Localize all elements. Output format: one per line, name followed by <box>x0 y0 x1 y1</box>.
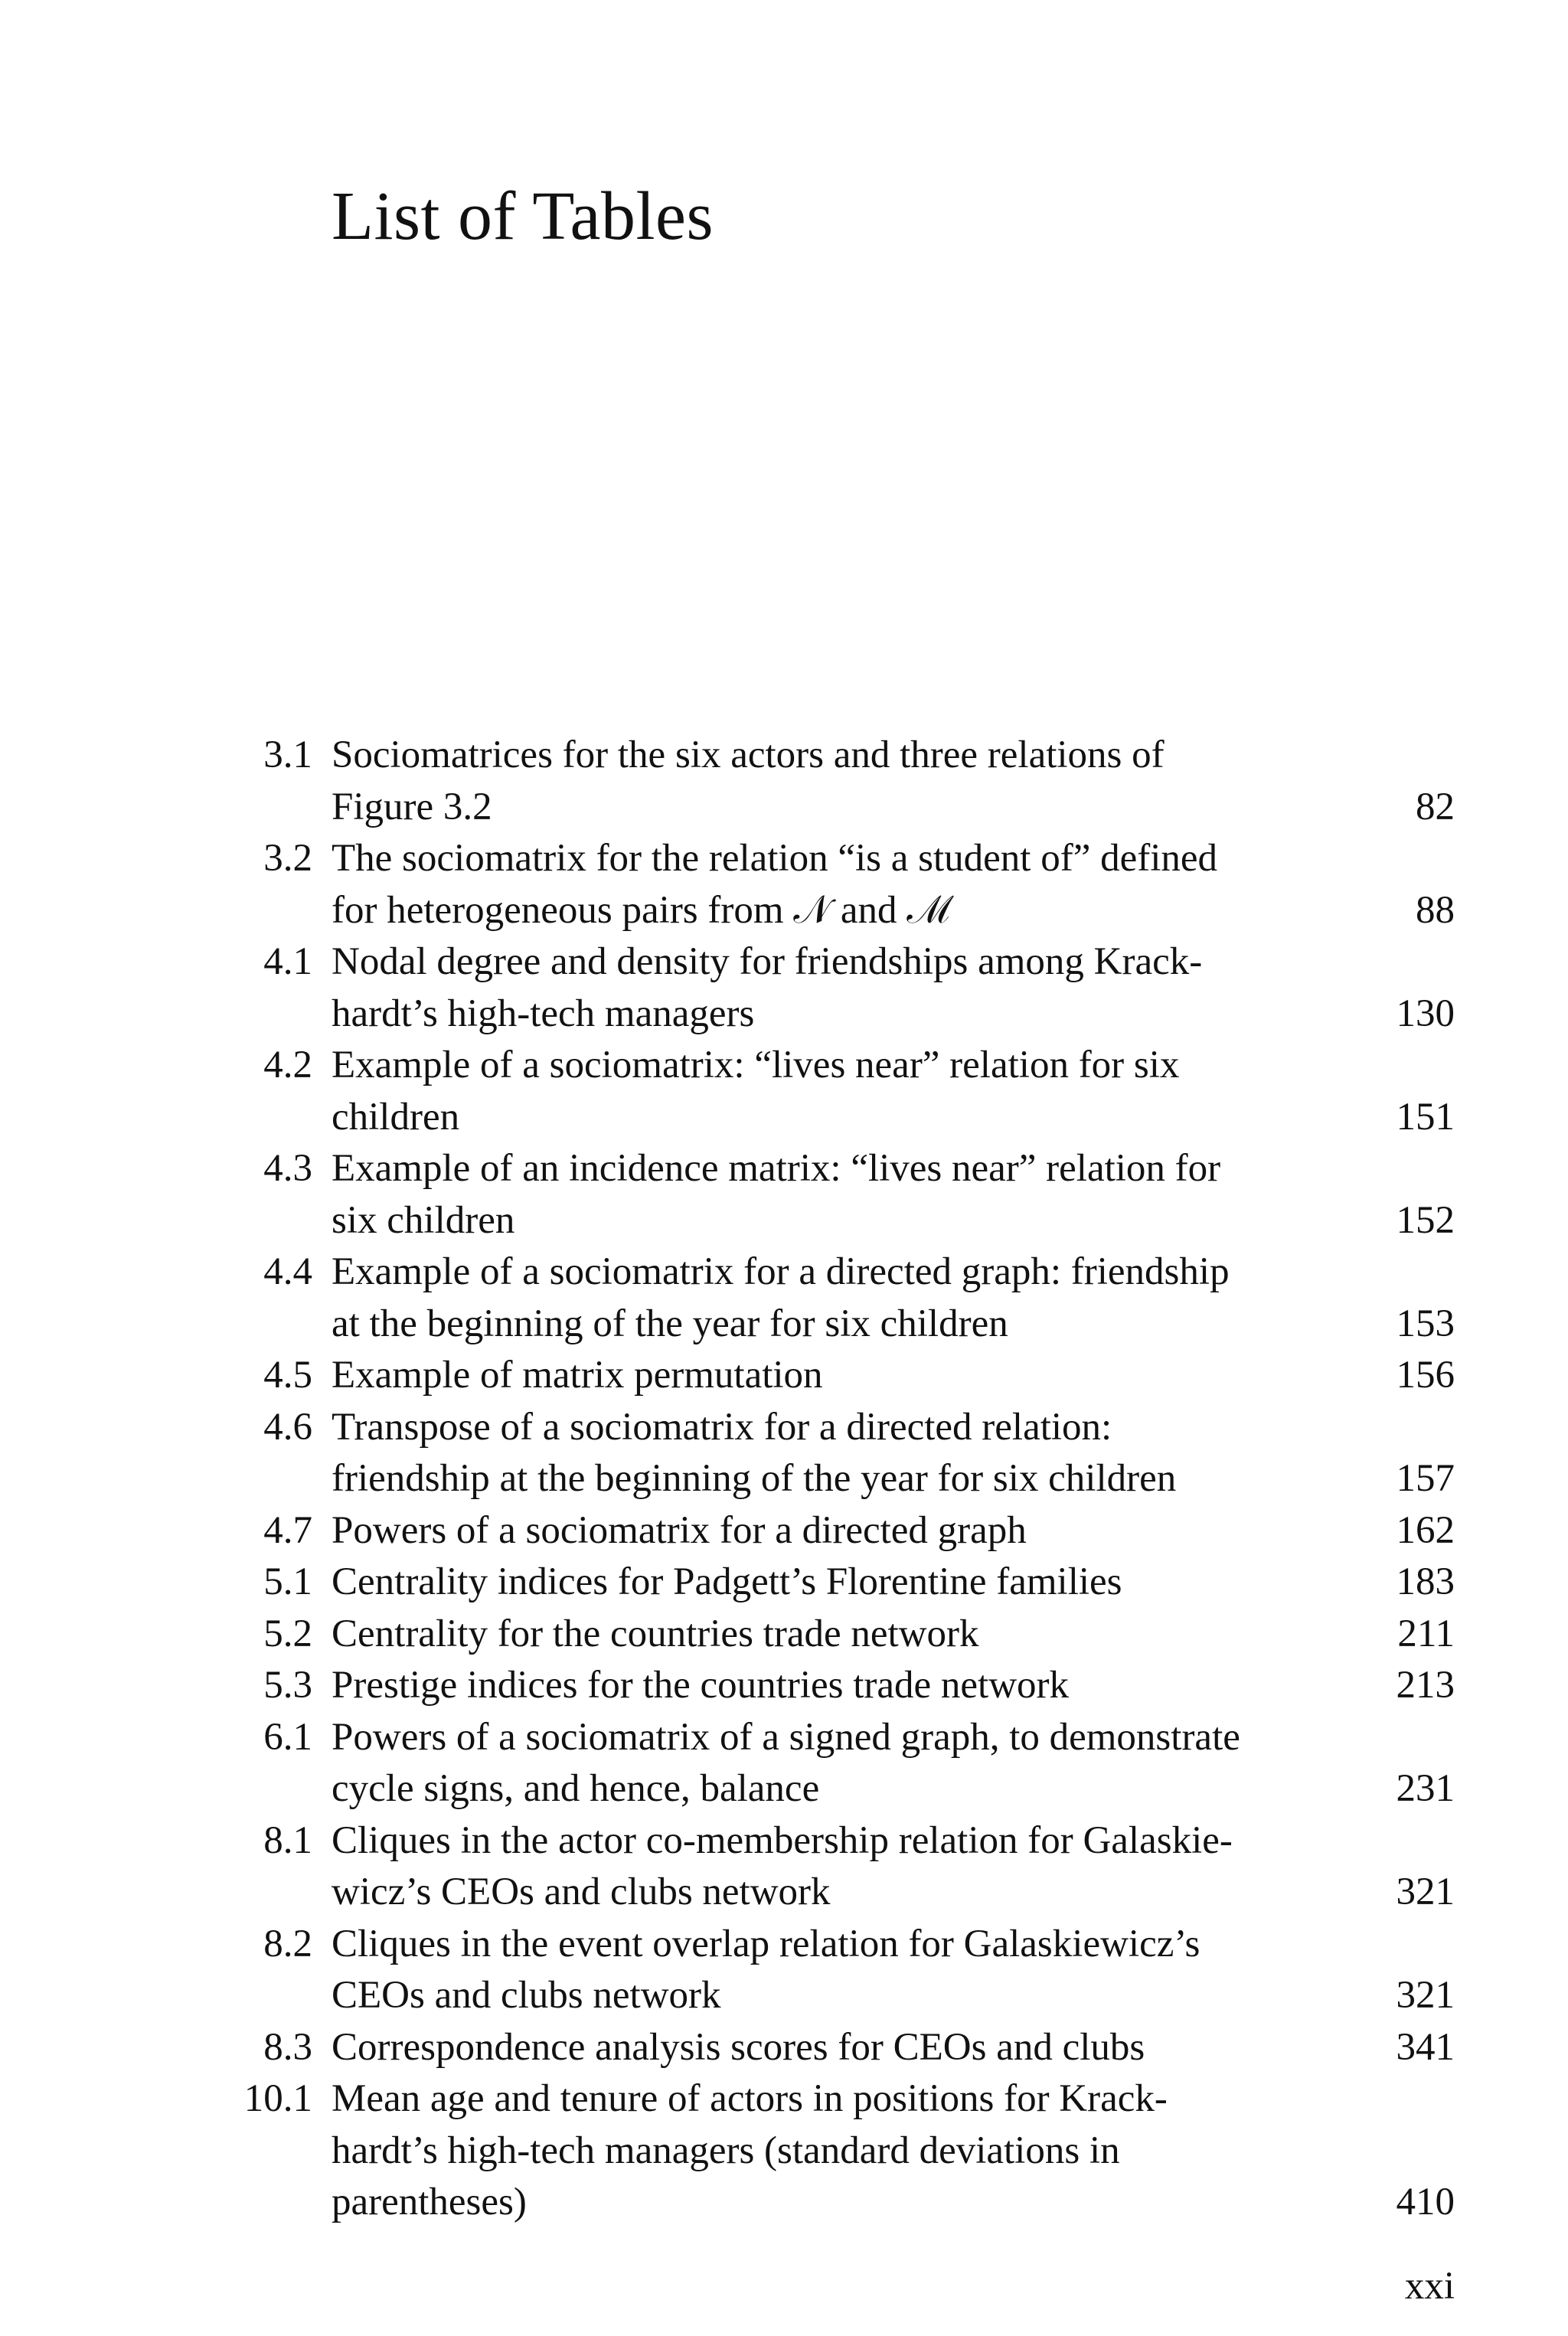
title-line: Correspondence analysis scores for CEOs and clubs <box>332 2025 1145 2069</box>
table-title <box>332 1557 1312 1609</box>
table-number: 10.1 <box>243 2077 312 2120</box>
list-item <box>222 1505 1455 1557</box>
table-number: 4.3 <box>263 1147 312 1190</box>
list-item <box>222 936 1455 1040</box>
title-line: Centrality indices for Padgett’s Florentine families <box>332 1560 1122 1603</box>
table-number: 5.2 <box>263 1612 312 1655</box>
page-reference: 130 <box>1396 992 1455 1035</box>
table-title <box>332 1143 1312 1246</box>
title-line: cycle signs, and hence, balance <box>332 1767 820 1810</box>
list-item <box>222 1557 1455 1609</box>
page-reference: 341 <box>1396 2025 1455 2069</box>
table-title <box>332 1660 1312 1712</box>
table-number: 4.4 <box>263 1250 312 1293</box>
title-line: Example of a sociomatrix: “lives near” relation for six <box>332 1044 1180 1086</box>
table-number: 4.5 <box>263 1354 312 1397</box>
title-line: friendship at the beginning of the year for six children <box>332 1457 1177 1500</box>
page-reference: 151 <box>1396 1095 1455 1139</box>
list-item <box>222 1609 1455 1661</box>
table-number: 6.1 <box>263 1715 312 1759</box>
table-number: 8.1 <box>263 1818 312 1862</box>
table-title <box>332 1815 1312 1919</box>
page-reference: 152 <box>1396 1198 1455 1242</box>
table-number: 4.7 <box>263 1508 312 1552</box>
page-reference: 183 <box>1396 1560 1455 1603</box>
list-item <box>222 1660 1455 1712</box>
list-item <box>222 2022 1455 2074</box>
title-line: at the beginning of the year for six children <box>332 1302 1008 1345</box>
page-reference: 82 <box>1416 785 1455 828</box>
page-reference: 153 <box>1396 1302 1455 1345</box>
table-title <box>332 1712 1312 1815</box>
title-line: Mean age and tenure of actors in positions for Krack- <box>332 2077 1168 2120</box>
table-title <box>332 1040 1312 1143</box>
title-line: Example of a sociomatrix for a directed graph: friendship <box>332 1250 1230 1293</box>
title-line: parentheses) <box>332 2181 527 2223</box>
list-item <box>222 2073 1455 2229</box>
table-number: 4.1 <box>263 940 312 983</box>
page-reference: 231 <box>1396 1767 1455 1810</box>
table-number: 3.2 <box>263 837 312 880</box>
title-line: six children <box>332 1198 515 1242</box>
title-line: Transpose of a sociomatrix for a directed relation: <box>332 1405 1112 1449</box>
title-line: Example of an incidence matrix: “lives near” relation for <box>332 1147 1221 1190</box>
title-line: Powers of a sociomatrix of a signed graph, to demonstrate <box>332 1715 1240 1759</box>
list-item <box>222 1350 1455 1402</box>
title-line: Example of matrix permutation <box>332 1354 823 1397</box>
title-line: for heterogeneous pairs from 𝒩 and ℳ <box>332 888 951 932</box>
list-item <box>222 833 1455 936</box>
title-line: Powers of a sociomatrix for a directed graph <box>332 1508 1027 1552</box>
table-title <box>332 1350 1312 1402</box>
title-line: Sociomatrices for the six actors and three relations of <box>332 733 1165 776</box>
table-list <box>222 730 1455 2229</box>
list-item <box>222 1712 1455 1815</box>
table-number: 8.2 <box>263 1922 312 1965</box>
table-title <box>332 1402 1312 1505</box>
title-line: Centrality for the countries trade network <box>332 1612 979 1655</box>
list-item <box>222 1246 1455 1350</box>
table-number: 8.3 <box>263 2025 312 2069</box>
list-item <box>222 1040 1455 1143</box>
page-reference: 162 <box>1396 1508 1455 1552</box>
table-title <box>332 833 1312 936</box>
page-reference: 211 <box>1397 1612 1455 1655</box>
title-line: Cliques in the event overlap relation for Galaskiewicz’s <box>332 1922 1200 1965</box>
title-line: hardt’s high-tech managers (standard deviations in <box>332 2129 1120 2172</box>
page-reference: 156 <box>1396 1354 1455 1397</box>
page-title: List of Tables <box>332 178 714 254</box>
table-number: 4.6 <box>263 1405 312 1449</box>
page-reference: 88 <box>1416 888 1455 932</box>
table-title <box>332 1246 1312 1350</box>
page-reference: 321 <box>1396 1870 1455 1913</box>
title-line: Nodal degree and density for friendships among Krack- <box>332 940 1203 983</box>
table-title <box>332 936 1312 1040</box>
page-reference: 213 <box>1396 1664 1455 1707</box>
table-number: 5.1 <box>263 1560 312 1603</box>
table-title <box>332 2073 1312 2229</box>
table-title <box>332 1919 1312 2022</box>
title-line: CEOs and clubs network <box>332 1974 721 2017</box>
page-number-folio: xxi <box>1404 2265 1455 2308</box>
title-line: Figure 3.2 <box>332 785 492 828</box>
list-item <box>222 1919 1455 2022</box>
table-number: 3.1 <box>263 733 312 776</box>
table-title <box>332 1609 1312 1661</box>
page-reference: 157 <box>1396 1457 1455 1500</box>
title-line: Cliques in the actor co-membership relation for Galaskie- <box>332 1818 1233 1862</box>
table-title <box>332 1505 1312 1557</box>
table-number: 4.2 <box>263 1044 312 1086</box>
list-item <box>222 730 1455 833</box>
table-number: 5.3 <box>263 1664 312 1707</box>
title-line: The sociomatrix for the relation “is a student of” defined <box>332 837 1218 880</box>
page-reference: 410 <box>1396 2181 1455 2223</box>
list-item <box>222 1815 1455 1919</box>
list-item <box>222 1402 1455 1505</box>
title-line: hardt’s high-tech managers <box>332 992 755 1035</box>
title-line: wicz’s CEOs and clubs network <box>332 1870 831 1913</box>
title-line: Prestige indices for the countries trade network <box>332 1664 1070 1707</box>
table-title <box>332 730 1312 833</box>
title-line: children <box>332 1095 460 1139</box>
list-item <box>222 1143 1455 1246</box>
page-reference: 321 <box>1396 1974 1455 2017</box>
table-title <box>332 2022 1312 2074</box>
